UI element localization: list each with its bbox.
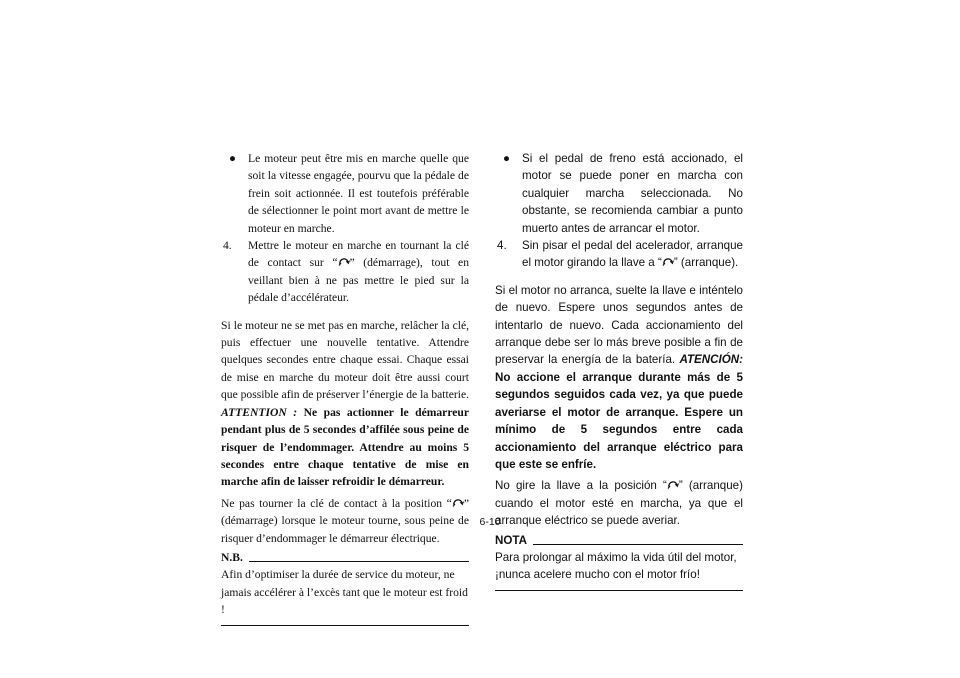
- fr-step-4: [221, 237, 469, 307]
- fr-para2-text-before: Ne pas tourner la clé de contact à la position “: [221, 496, 452, 510]
- es-attention-text: No accione el arranque durante más de 5 segundos seguidos cada vez, ya que puede averiarse el motor de arranque. Espere un mínimo de 5 segundos entre cada accionamiento del arranque eléctrico para que este se enfríe.: [495, 370, 743, 471]
- fr-attention-label: ATTENTION :: [221, 405, 298, 419]
- page-number: 6-10: [479, 516, 501, 528]
- fr-note-label: N.B.: [221, 550, 243, 564]
- step-number: 4.: [223, 239, 232, 253]
- es-note-label: NOTA: [495, 533, 527, 547]
- fr-paragraph-1: [221, 317, 469, 491]
- fr-paragraph-2: [221, 495, 469, 547]
- es-bullet-text: Si el pedal de freno está accionado, el motor se puede poner en marcha con cualquier marcha seleccionada. No obstante, se recomienda cambiar a punto muerto antes de arrancar el motor.: [522, 152, 743, 235]
- fr-attention-text: Ne pas actionner le démarreur pendant plus de 5 secondes d’affilée sous peine de risquer de l’endommager. Attendre au moins 5 secondes entre chaque tentative de mise en marche afin de laisser refroidir le démarreur.: [221, 405, 469, 489]
- es-attention-label: ATENCIÓN:: [679, 353, 743, 367]
- fr-para2-text-after: ” (démarrage) lorsque le moteur tourne, sous peine de risquer d’endommager le démarreur électrique.: [221, 496, 469, 545]
- start-symbol-icon: [452, 498, 464, 508]
- es-para2-text-before: No gire la llave a la posición “: [495, 479, 667, 493]
- start-symbol-icon: [667, 480, 679, 490]
- divider: [533, 544, 743, 545]
- es-para1-text: Si el motor no arranca, suelte la llave e inténtelo de nuevo. Espere unos segundos antes de intentarlo de nuevo. Cada accionamiento del arranque debe ser lo más breve posible a fin de preservar la energía de la batería.: [495, 283, 743, 367]
- divider: [221, 625, 469, 626]
- spanish-column: [495, 150, 743, 591]
- fr-para1-text: Si le moteur ne se met pas en marche, relâcher la clé, puis effectuer une nouvelle tentative. Attendre quelques secondes entre chaque essai. Chaque essai de mise en marche du moteur doit être aussi court que possible afin de préserver l’énergie de la batterie.: [221, 318, 469, 402]
- es-para2-text-after: ” (arranque) cuando el motor esté en marcha, ya que el arranque eléctrico se puede averiar.: [495, 479, 743, 528]
- fr-bullet-item: [221, 150, 469, 237]
- fr-bullet-text: Le moteur peut être mis en marche quelle que soit la vitesse engagée, pourvu que la pédale de frein soit actionnée. Il est toutefois préférable de sélectionner le point mort avant de mettre le moteur en marche.: [248, 152, 469, 235]
- divider: [495, 590, 743, 591]
- fr-step4-text-before: Mettre le moteur en marche en tournant la clé de contact sur “: [248, 239, 469, 270]
- bullet-marker: ●: [229, 152, 237, 165]
- fr-note-header: [221, 549, 469, 566]
- es-note-header: [495, 532, 743, 549]
- start-symbol-icon: [662, 257, 674, 267]
- french-column: [221, 150, 469, 626]
- es-note-text: Para prolongar al máximo la vida útil del motor, ¡nunca acelere mucho con el motor frío!: [495, 550, 737, 582]
- divider: [249, 561, 469, 562]
- fr-step4-text-after: ” (démarrage), tout en veillant bien à ne pas mettre le pied sur la pédale d’accélérateur.: [248, 256, 469, 305]
- bullet-marker: ●: [503, 152, 511, 165]
- es-step4-text-after: ” (arranque).: [673, 256, 739, 270]
- es-bullet-item: [495, 150, 743, 237]
- es-step-4: [495, 237, 743, 272]
- step-number: 4.: [497, 239, 507, 253]
- start-symbol-icon: [338, 257, 350, 267]
- es-paragraph-1: [495, 282, 743, 473]
- es-paragraph-2: [495, 477, 743, 529]
- fr-note-text: Afin d’optimiser la durée de service du moteur, ne jamais accélérer à l’excès tant que le moteur est froid !: [221, 568, 468, 617]
- es-step4-text-before: Sin pisar el pedal del acelerador, arranque el motor girando la llave a “: [522, 239, 743, 270]
